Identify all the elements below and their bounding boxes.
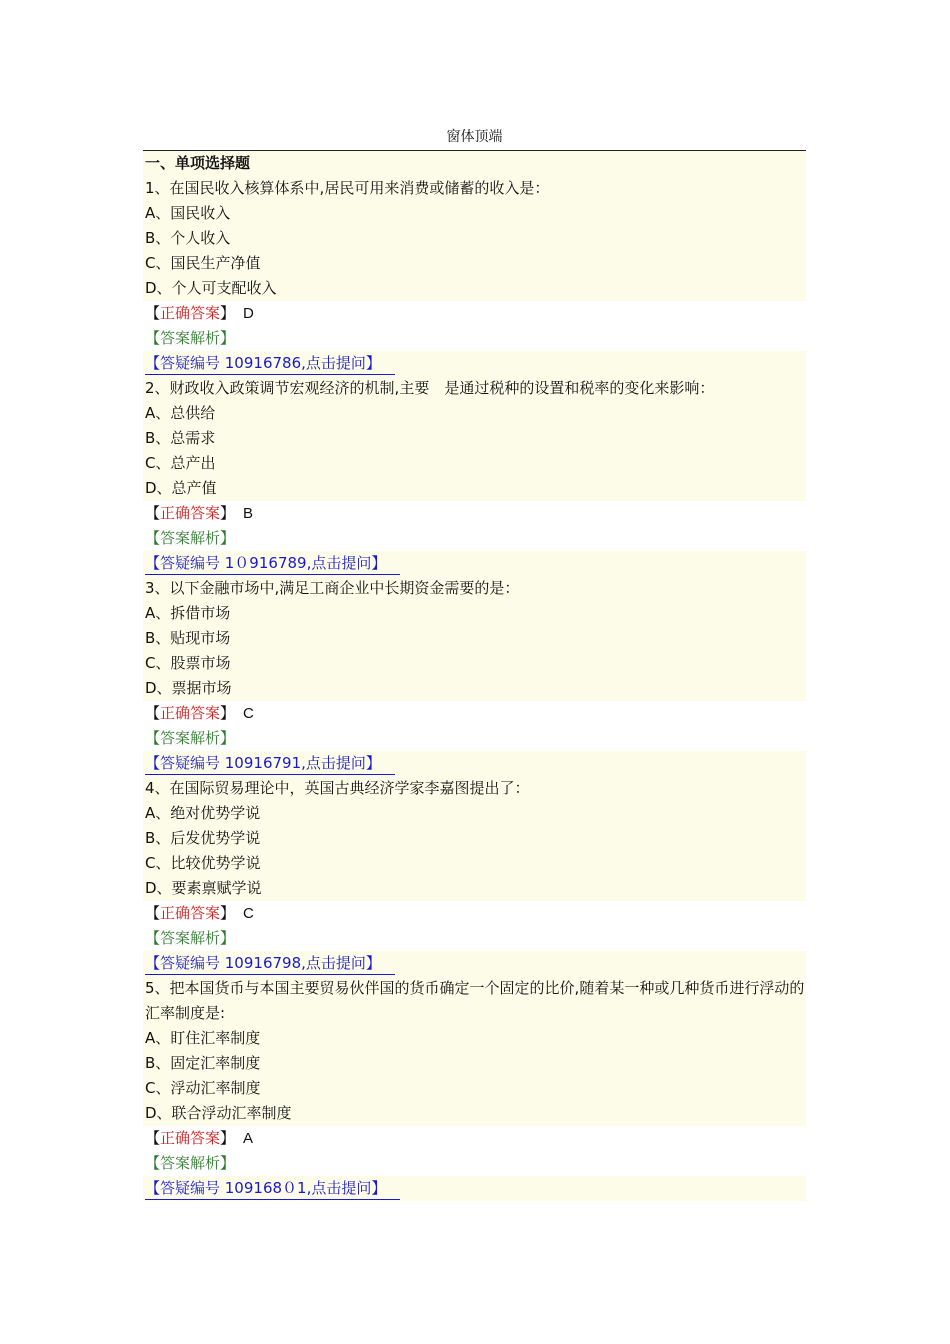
question-block xyxy=(143,576,806,776)
answer-analysis-label: 【答案解析】 xyxy=(145,329,236,347)
question-block xyxy=(143,376,806,576)
answer-analysis-row xyxy=(143,1151,806,1176)
correct-answer-label: 正确答案 xyxy=(160,704,221,722)
answer-option: A、国民收入 xyxy=(143,201,806,226)
correct-answer-value: C xyxy=(243,905,254,922)
correct-answer-row xyxy=(143,501,806,526)
section-title: 一、单项选择题 xyxy=(143,151,806,176)
bracket-open: 【 xyxy=(145,304,161,322)
bracket-open: 【 xyxy=(145,704,161,722)
ask-question-link[interactable]: 【答疑编号 10916798,点击提问】 xyxy=(145,952,395,975)
answer-option: A、拆借市场 xyxy=(143,601,806,626)
correct-answer-value: C xyxy=(243,705,254,722)
question-block xyxy=(143,976,806,1201)
correct-answer-row xyxy=(143,901,806,926)
question-stem: 1、在国民收入核算体系中,居民可用来消费或储蓄的收入是： xyxy=(143,176,806,201)
correct-answer-value: A xyxy=(243,1130,254,1147)
ask-question-link[interactable]: 【答疑编号 10916786,点击提问】 xyxy=(145,352,395,375)
correct-answer-label: 正确答案 xyxy=(160,504,221,522)
question-block xyxy=(143,776,806,976)
bracket-open: 【 xyxy=(145,904,161,922)
answer-analysis-label: 【答案解析】 xyxy=(145,729,236,747)
question-stem: 3、以下金融市场中,满足工商企业中长期资金需要的是： xyxy=(143,576,806,601)
answer-option: A、总供给 xyxy=(143,401,806,426)
question-block xyxy=(143,176,806,376)
question-list xyxy=(143,176,806,1201)
correct-answer-label: 正确答案 xyxy=(160,1129,221,1147)
bracket-close: 】 xyxy=(220,504,236,522)
answer-option: D、总产值 xyxy=(143,476,806,501)
bracket-close: 】 xyxy=(220,304,236,322)
answer-option: B、贴现市场 xyxy=(143,626,806,651)
question-link-row xyxy=(143,551,806,576)
answer-option: B、后发优势学说 xyxy=(143,826,806,851)
answer-option: D、票据市场 xyxy=(143,676,806,701)
answer-option: D、联合浮动汇率制度 xyxy=(143,1101,806,1126)
bracket-close: 】 xyxy=(220,704,236,722)
answer-option: A、绝对优势学说 xyxy=(143,801,806,826)
question-link-row xyxy=(143,751,806,776)
answer-option: B、总需求 xyxy=(143,426,806,451)
ask-question-link[interactable]: 【答疑编号 10916791,点击提问】 xyxy=(145,752,395,775)
answer-analysis-row xyxy=(143,326,806,351)
answer-option: C、股票市场 xyxy=(143,651,806,676)
correct-answer-row xyxy=(143,301,806,326)
answer-option: A、盯住汇率制度 xyxy=(143,1026,806,1051)
answer-option: C、总产出 xyxy=(143,451,806,476)
form-top-label: 窗体顶端 xyxy=(143,126,806,151)
correct-answer-value: D xyxy=(243,305,254,322)
correct-answer-row xyxy=(143,701,806,726)
answer-option: D、要素禀赋学说 xyxy=(143,876,806,901)
bracket-open: 【 xyxy=(145,504,161,522)
answer-option: B、固定汇率制度 xyxy=(143,1051,806,1076)
answer-analysis-label: 【答案解析】 xyxy=(145,529,236,547)
answer-option: B、个人收入 xyxy=(143,226,806,251)
bracket-close: 】 xyxy=(220,904,236,922)
bracket-open: 【 xyxy=(145,1129,161,1147)
question-link-row xyxy=(143,951,806,976)
answer-analysis-row xyxy=(143,526,806,551)
document-page xyxy=(143,126,806,1201)
answer-analysis-label: 【答案解析】 xyxy=(145,929,236,947)
question-stem: 4、在国际贸易理论中，英国古典经济学家李嘉图提出了： xyxy=(143,776,806,801)
ask-question-link[interactable]: 【答疑编号 1０916789,点击提问】 xyxy=(145,552,400,575)
answer-option: C、国民生产净值 xyxy=(143,251,806,276)
correct-answer-label: 正确答案 xyxy=(160,904,221,922)
answer-analysis-label: 【答案解析】 xyxy=(145,1154,236,1172)
question-stem: 5、把本国货币与本国主要贸易伙伴国的货币确定一个固定的比价,随着某一种或几种货币进行浮动的汇率制度是: xyxy=(143,976,806,1026)
correct-answer-row xyxy=(143,1126,806,1151)
answer-analysis-row xyxy=(143,926,806,951)
question-link-row xyxy=(143,351,806,376)
correct-answer-value: B xyxy=(243,505,254,522)
answer-analysis-row xyxy=(143,726,806,751)
bracket-close: 】 xyxy=(220,1129,236,1147)
correct-answer-label: 正确答案 xyxy=(160,304,221,322)
answer-option: C、比较优势学说 xyxy=(143,851,806,876)
question-link-row xyxy=(143,1176,806,1201)
answer-option: D、个人可支配收入 xyxy=(143,276,806,301)
question-stem: 2、财政收入政策调节宏观经济的机制,主要 是通过税种的设置和税率的变化来影响： xyxy=(143,376,806,401)
ask-question-link[interactable]: 【答疑编号 109168０1,点击提问】 xyxy=(145,1177,400,1200)
answer-option: C、浮动汇率制度 xyxy=(143,1076,806,1101)
